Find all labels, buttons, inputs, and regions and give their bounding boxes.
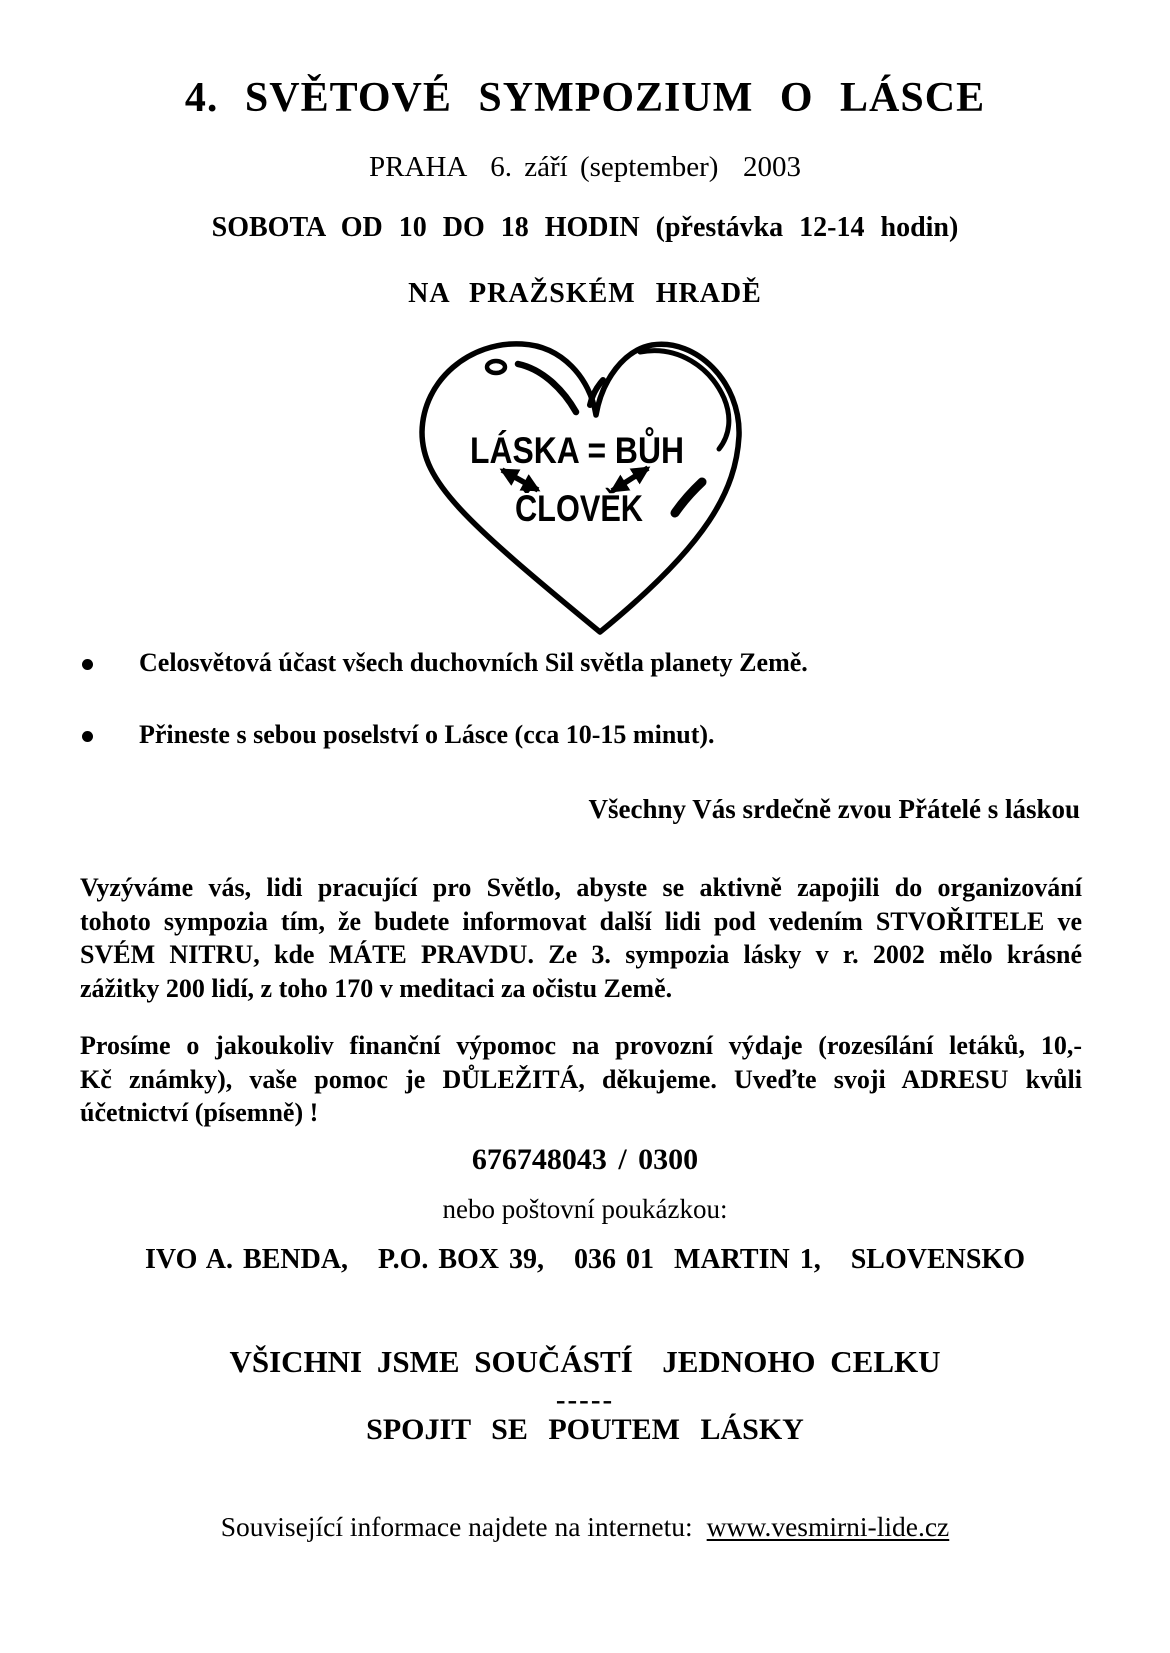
heart-bottom-label: ČLOVĚK: [515, 488, 670, 529]
footer-info: [0, 1511, 1170, 1543]
paragraph-line: SVÉM NITRU, kde MÁTE PRAVDU. Ze 3. sympozia lásky v r. 2002 mělo krásné: [80, 940, 1082, 969]
bullet-icon: [82, 731, 93, 742]
paragraph-line: zážitky 200 lidí, z toho 170 v meditaci za očistu Země.: [80, 973, 673, 1003]
heart-top-label: LÁSKA = BŮH: [470, 430, 719, 471]
paragraph-line: Prosíme o jakoukoliv finanční výpomoc na provozní výdaje (rozesílání letáků, 10,-: [80, 1031, 1082, 1060]
page-title: 4. SVĚTOVÉ SYMPOZIUM O LÁSCE: [184, 75, 986, 121]
bullet-item: [80, 720, 1082, 750]
slogan-line-2: SPOJIT SE POUTEM LÁSKY: [366, 1413, 804, 1446]
bullet-item: [80, 648, 1082, 678]
venue-line: NA PRAŽSKÉM HRADĚ: [408, 278, 762, 309]
date-line: PRAHA 6. září (september) 2003: [369, 151, 801, 183]
slogan-line-1: VŠICHNI JSME SOUČÁSTÍ JEDNOHO CELKU: [229, 1344, 941, 1379]
paragraph-line: Vyzýváme vás, lidi pracující pro Světlo, abyste se aktivně zapojili do organizování: [80, 873, 1082, 902]
bullet-text: Celosvětová účast všech duchovních Sil světla planety Země.: [139, 648, 808, 677]
bullet-icon: [82, 659, 93, 670]
paragraph-organizing: [80, 871, 1082, 1005]
paragraph-donation: [80, 1029, 1082, 1130]
bank-account-number: 676748043 / 0300: [471, 1143, 699, 1176]
postal-address: IVO A. BENDA, P.O. BOX 39, 036 01 MARTIN 1, SLOVENSKO: [145, 1244, 1025, 1275]
paragraph-line: účetnictví (písemně) !: [80, 1098, 319, 1127]
slogan-divider: -----: [555, 1384, 615, 1416]
heart-left-accent-icon: [518, 364, 576, 412]
heart-oval-accent-icon: [487, 361, 505, 373]
laska-clovek-arrow-icon: [502, 470, 538, 490]
paragraph-line: tohoto sympozia tím, že budete informovat další lidi pod vedením STVOŘITELE ve: [80, 906, 1082, 936]
paragraph-line: Kč známky), vaše pomoc je DŮLEŽITÁ, děkujeme. Uveďte svoji ADRESU kvůli: [80, 1064, 1082, 1094]
time-line: SOBOTA OD 10 DO 18 HODIN (přestávka 12-14 hodin): [211, 212, 959, 243]
invitation-line: Všechny Vás srdečně zvou Přátelé s láskou: [588, 794, 1080, 824]
heart-diagram: [410, 336, 746, 636]
bullet-text: Přineste s sebou poselství o Lásce (cca 10-15 minut).: [139, 720, 715, 749]
postal-order-line: nebo poštovní poukázkou:: [442, 1194, 728, 1224]
heart-lower-accent-icon: [675, 482, 702, 513]
footer-label: Související informace najdete na internetu:: [220, 1511, 693, 1542]
website-link[interactable]: www.vesmirni-lide.cz: [706, 1511, 950, 1542]
